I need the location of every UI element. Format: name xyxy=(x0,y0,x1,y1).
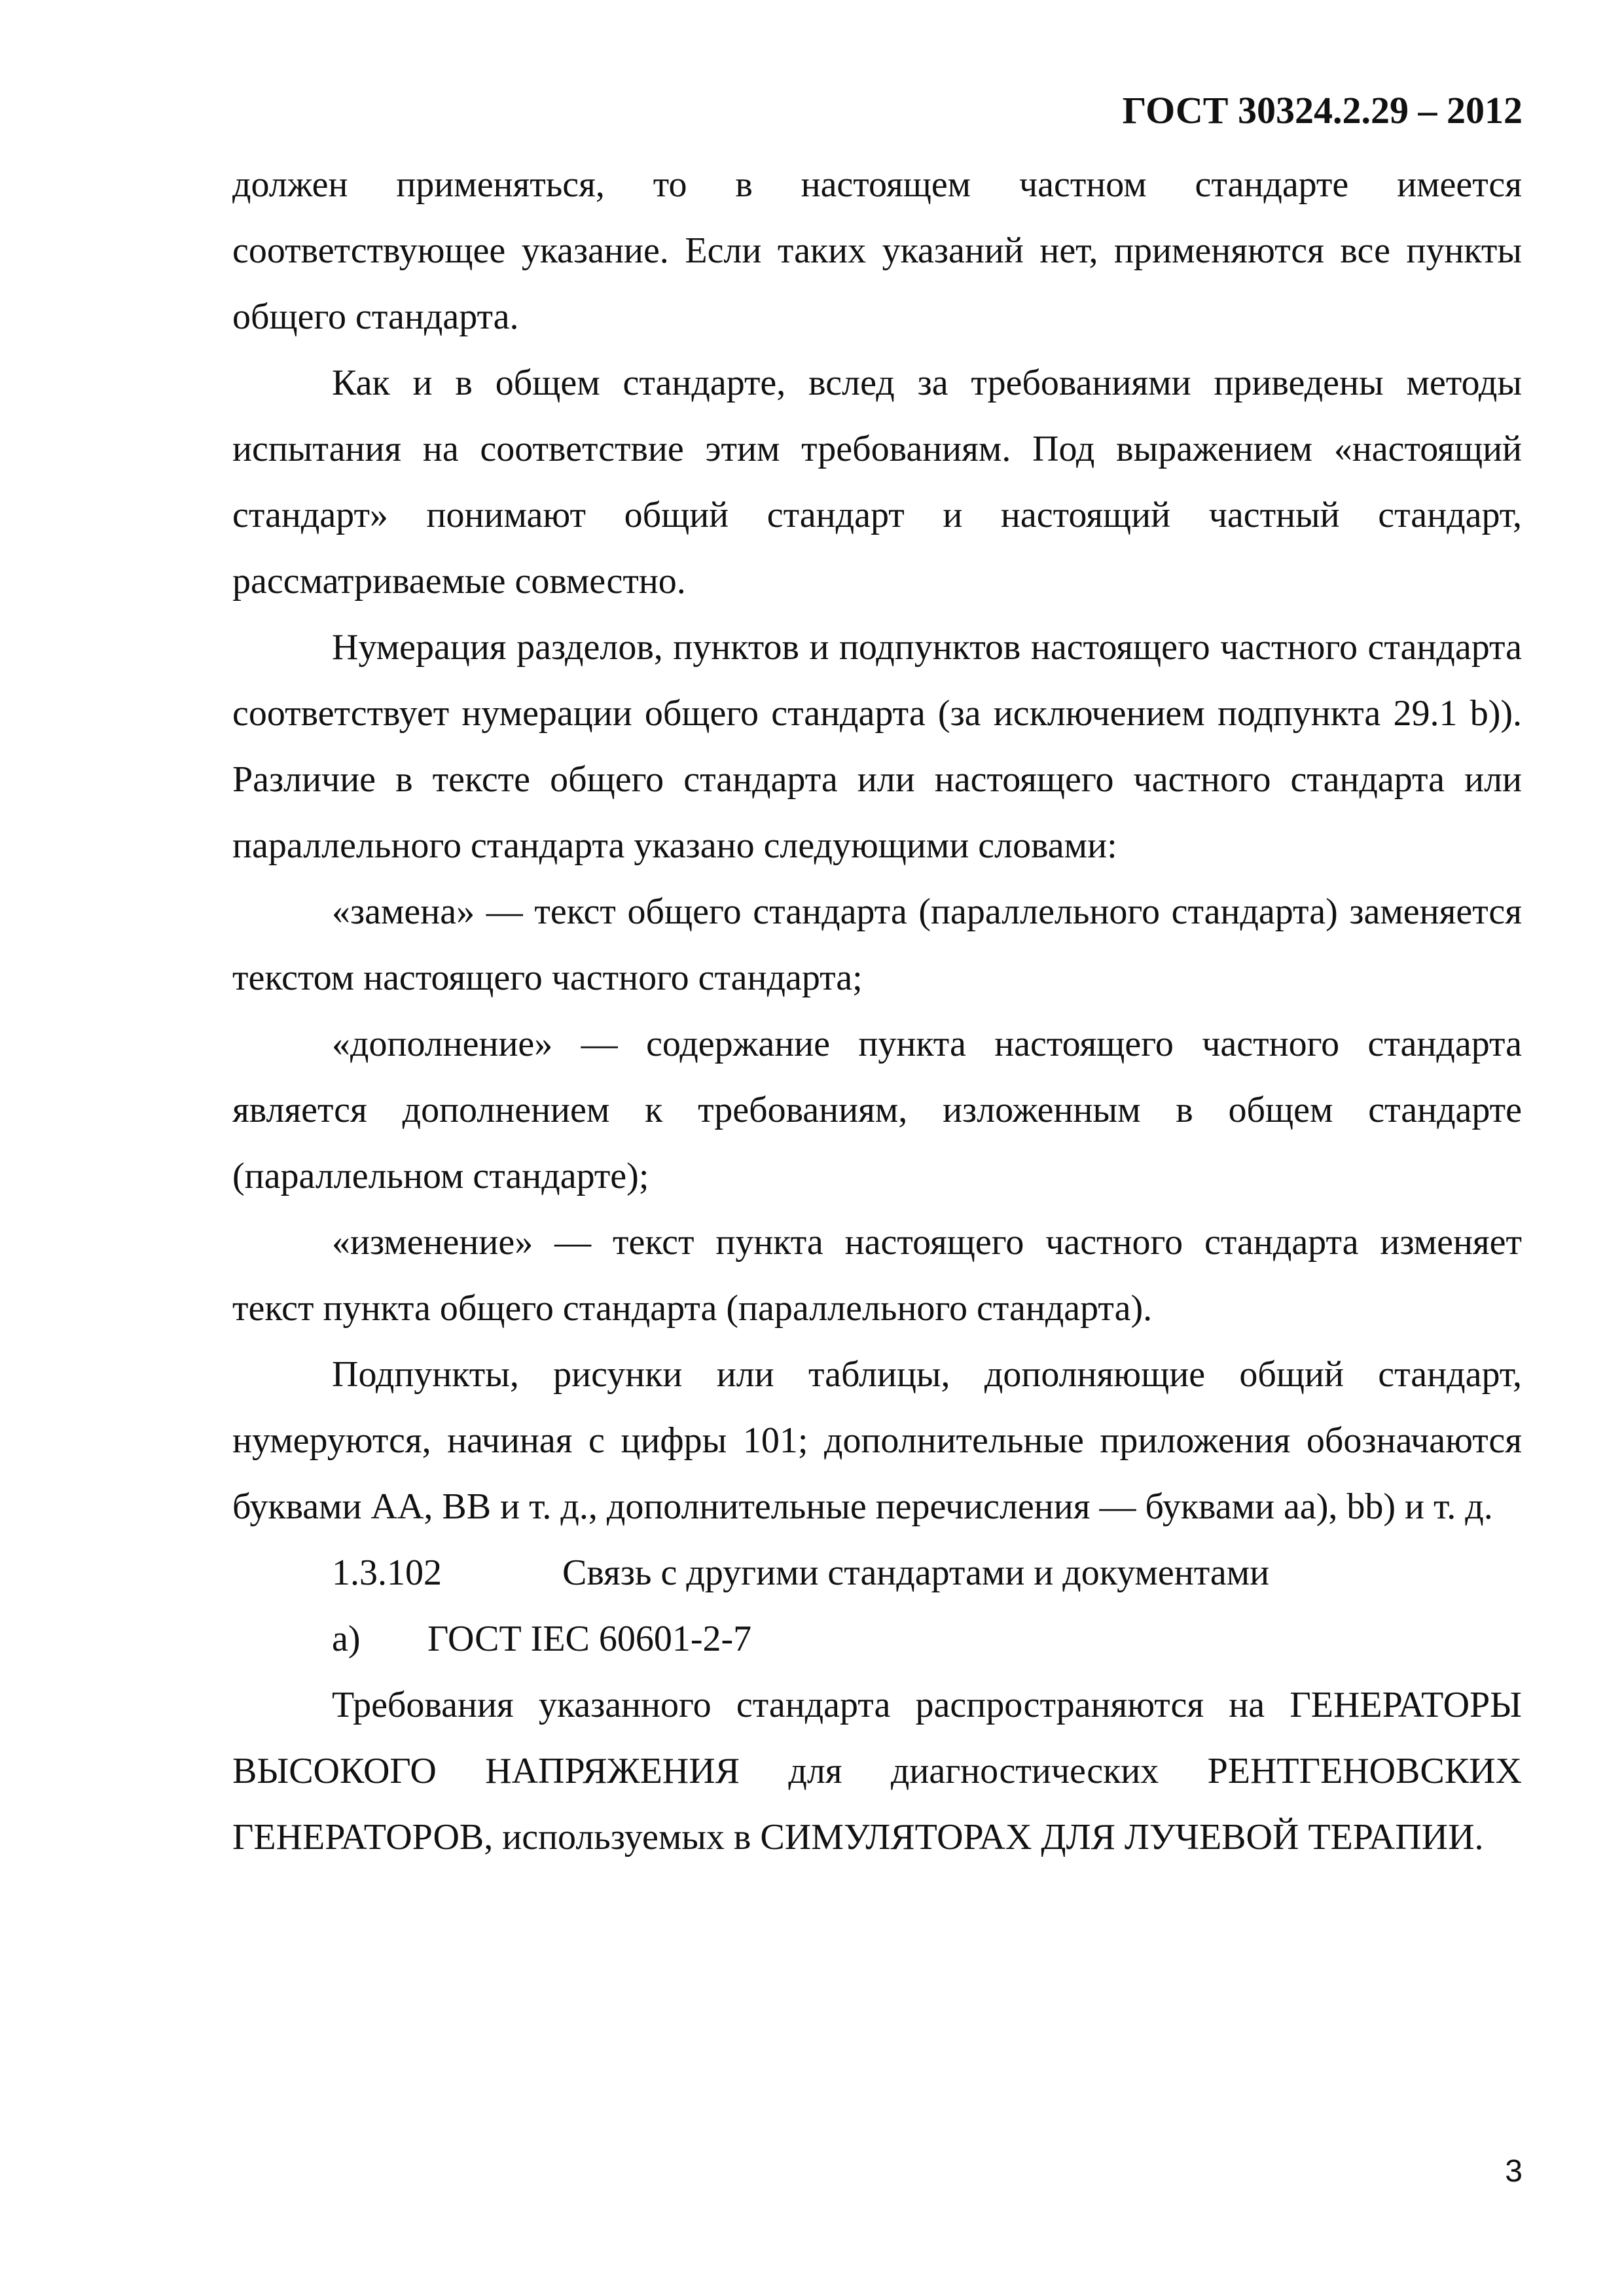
document-code-header: ГОСТ 30324.2.29 – 2012 xyxy=(1122,89,1523,132)
section-heading xyxy=(232,1540,1522,1606)
paragraph-addition: «дополнение» — содержание пункта настоящего частного стандарта является дополнением к требованиям, изложенным в общем стандарте (параллельном стандарте); xyxy=(232,1024,1522,1196)
section-title: Связь с другими стандартами и документами xyxy=(562,1552,1270,1593)
paragraph-modification: «изменение» — текст пункта настоящего частного стандарта изменяет текст пункта общего стандарта (параллельного стандарта). xyxy=(232,1222,1522,1329)
paragraph-methods: Как и в общем стандарте, вслед за требованиями приведены методы испытания на соответствие этим требованиям. Под выражением «настоящий стандарт» понимают общий стандарт и настоящий частный стандарт, рассматриваемые совместно. xyxy=(232,363,1522,601)
section-number: 1.3.102 xyxy=(332,1552,442,1593)
page-number: 3 xyxy=(1505,2154,1523,2189)
paragraph-continuation: должен применяться, то в настоящем частном стандарте имеется соответствующее указание. Если таких указаний нет, применяются все пункты общего стандарта. xyxy=(232,164,1522,337)
subsection-heading xyxy=(232,1606,1522,1672)
subsection-marker: а) xyxy=(332,1619,361,1659)
subsection-title: ГОСТ IEC 60601-2-7 xyxy=(427,1619,752,1659)
paragraph-numbering: Нумерация разделов, пунктов и подпунктов настоящего частного стандарта соответствует нумерации общего стандарта (за исключением подпункта 29.1 b)). Различие в тексте общего стандарта или настоящего частного стандарта или параллельного стандарта указано следующими словами: xyxy=(232,627,1522,866)
document-body xyxy=(232,152,1522,1871)
paragraph-subclauses: Подпункты, рисунки или таблицы, дополняющие общий стандарт, нумеруются, начиная с цифры 101; дополнительные приложения обозначаются буквами AA, BB и т. д., дополнительные перечисления — буквами aa), bb) и т. д. xyxy=(232,1354,1522,1527)
paragraph-requirements: Требования указанного стандарта распространяются на ГЕНЕРАТОРЫ ВЫСОКОГО НАПРЯЖЕНИЯ для диагностических РЕНТГЕНОВСКИХ ГЕНЕРАТОРОВ, используемых в СИМУЛЯТОРАХ ДЛЯ ЛУЧЕВОЙ ТЕРАПИИ. xyxy=(232,1685,1522,1857)
paragraph-replacement: «замена» — текст общего стандарта (параллельного стандарта) заменяется текстом настоящего частного стандарта; xyxy=(232,891,1522,998)
